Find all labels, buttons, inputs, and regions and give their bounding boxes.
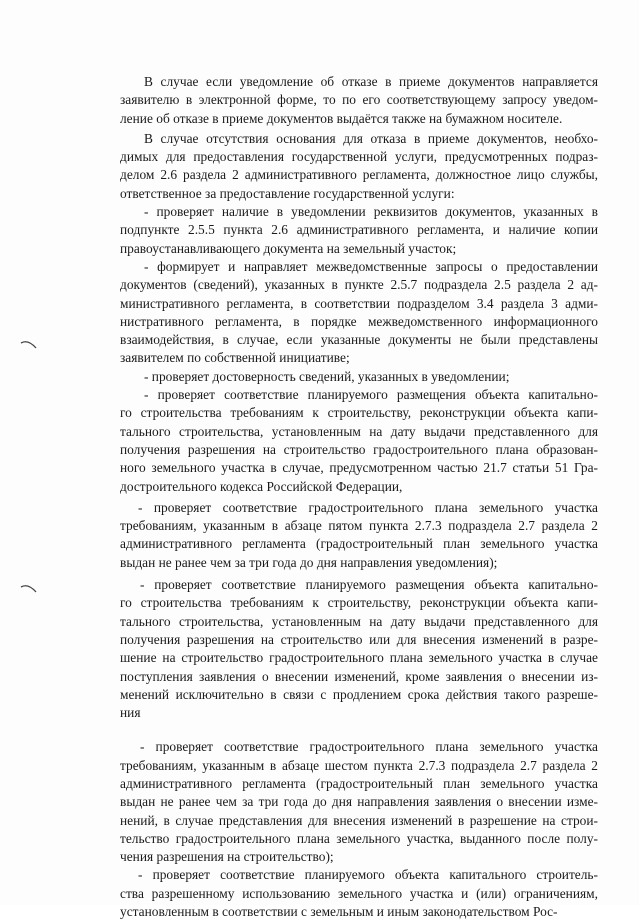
text-line: - проверяет соответствие планируемого объекта капитального строитель- bbox=[138, 867, 598, 883]
text-line: шение на строительство градостроительного плана земельного участка в случае bbox=[120, 650, 598, 666]
text-line: выдан не ранее чем за три года до дня направления уведомления); bbox=[120, 554, 498, 570]
text-line: взаимодействия, в случае, если указанные документы не были представлены bbox=[120, 332, 598, 348]
text-line: получения разрешения на строительство или для внесения изменений в разре- bbox=[120, 631, 598, 647]
left-margin-mark-upper bbox=[20, 340, 38, 350]
text-line: димых для предоставления государственной услуги, предусмотренных подраз- bbox=[120, 149, 598, 165]
text-line: тельство градостроительного плана земельного участка, выданного после полу- bbox=[120, 830, 598, 846]
text-line: ного земельного участка в случае, предусмотренном частью 21.7 статьи 51 Гра- bbox=[120, 460, 598, 476]
text-line: го строительства требованиям к строительству, реконструкции объекта капи- bbox=[120, 595, 598, 611]
text-line: поступления заявления о внесении изменений, кроме заявления о внесении из- bbox=[120, 668, 598, 684]
text-line: министративного регламента, в соответствии подразделом 3.4 раздела 3 адми- bbox=[120, 295, 598, 311]
text-line: требованиям, указанным в абзаце пятом пункта 2.7.3 подраздела 2.7 раздела 2 bbox=[120, 518, 598, 534]
text-line: - проверяет наличие в уведомлении реквизитов документов, указанных в bbox=[144, 204, 598, 220]
text-line: - проверяет достоверность сведений, указанных в уведомлении; bbox=[144, 368, 510, 384]
paragraph bbox=[120, 73, 598, 128]
text-line: менений исключительно в связи с продлением срока действия такого разреше- bbox=[120, 686, 598, 702]
text-line: административного регламента (градостроительный план земельного участка bbox=[120, 775, 598, 791]
text-line: нистративного регламента, в порядке межведомственного информационного bbox=[120, 313, 598, 329]
text-line: го строительства требованиям к строительству, реконструкции объекта капи- bbox=[120, 405, 598, 421]
paragraph bbox=[120, 203, 598, 258]
paragraph bbox=[120, 499, 598, 572]
text-line: - проверяет соответствие планируемого размещения объекта капитально- bbox=[144, 387, 598, 403]
text-line: требованиям, указанным в абзаце шестом пункта 2.7.3 подраздела 2.7 раздела 2 bbox=[120, 757, 598, 773]
text-line: правоустанавливающего документа на земельный участок; bbox=[120, 240, 457, 256]
paragraph bbox=[120, 576, 598, 722]
text-line: - проверяет соответствие планируемого размещения объекта капитально- bbox=[140, 577, 598, 593]
text-line: установленным в соответствии с земельным и иным законодательством Рос- bbox=[120, 904, 558, 920]
text-line: достроительного кодекса Российской Федерации, bbox=[120, 478, 403, 494]
text-line: тального строительства, установленным на дату выдачи представленного для bbox=[120, 423, 598, 439]
text-line: тального строительства, установленным на дату выдачи представленного для bbox=[120, 613, 598, 629]
text-line: - формирует и направляет межведомственные запросы о предоставлении bbox=[144, 258, 598, 274]
text-line: ства разрешенному использованию земельного участка и (или) ограничениям, bbox=[120, 885, 598, 901]
paragraph bbox=[120, 130, 598, 203]
text-line: выдан не ранее чем за три года до дня направления заявления о внесении изме- bbox=[120, 794, 598, 810]
text-line: ния bbox=[120, 705, 141, 721]
text-line: делом 2.6 раздела 2 административного регламента, должностное лицо службы, bbox=[120, 167, 598, 183]
paragraph bbox=[120, 386, 598, 496]
text-line: документов (сведений), указанных в пункте 2.5.7 подраздела 2.5 раздела 2 ад- bbox=[120, 277, 598, 293]
paragraph bbox=[120, 368, 598, 386]
text-line: В случае отсутствия основания для отказа в приеме документов, необхо- bbox=[144, 130, 598, 146]
text-line: подпункте 2.5.5 пункта 2.6 административного регламента, и наличие копии bbox=[120, 222, 598, 238]
paragraph-spacer bbox=[120, 722, 598, 738]
text-line: административного регламента (градостроительный план земельного участка bbox=[120, 536, 598, 552]
text-line: чения разрешения на строительство); bbox=[120, 849, 334, 865]
text-line: нений, в случае представления для внесения изменений в разрешение на строи- bbox=[120, 812, 598, 828]
paragraph bbox=[120, 258, 598, 368]
text-line: ление об отказе в приеме документов выдаётся также на бумажном носителе. bbox=[120, 110, 563, 126]
left-margin-mark-lower bbox=[20, 584, 38, 594]
text-line: ответственное за предоставление государственной услуги: bbox=[120, 185, 455, 201]
text-line: заявителем по собственной инициативе; bbox=[120, 350, 350, 366]
text-line: - проверяет соответствие градостроительного плана земельного участка bbox=[140, 739, 598, 755]
text-line: заявителю в электронной форме, то по его соответствующему запросу уведом- bbox=[120, 92, 598, 108]
text-line: - проверяет соответствие градостроительного плана земельного участка bbox=[138, 499, 598, 515]
paragraph bbox=[120, 738, 598, 866]
paragraph bbox=[120, 866, 598, 921]
document-body bbox=[120, 73, 598, 921]
text-line: получения разрешения на строительство градостроительного плана образован- bbox=[120, 441, 598, 457]
text-line: В случае если уведомление об отказе в приеме документов направляется bbox=[144, 74, 598, 89]
